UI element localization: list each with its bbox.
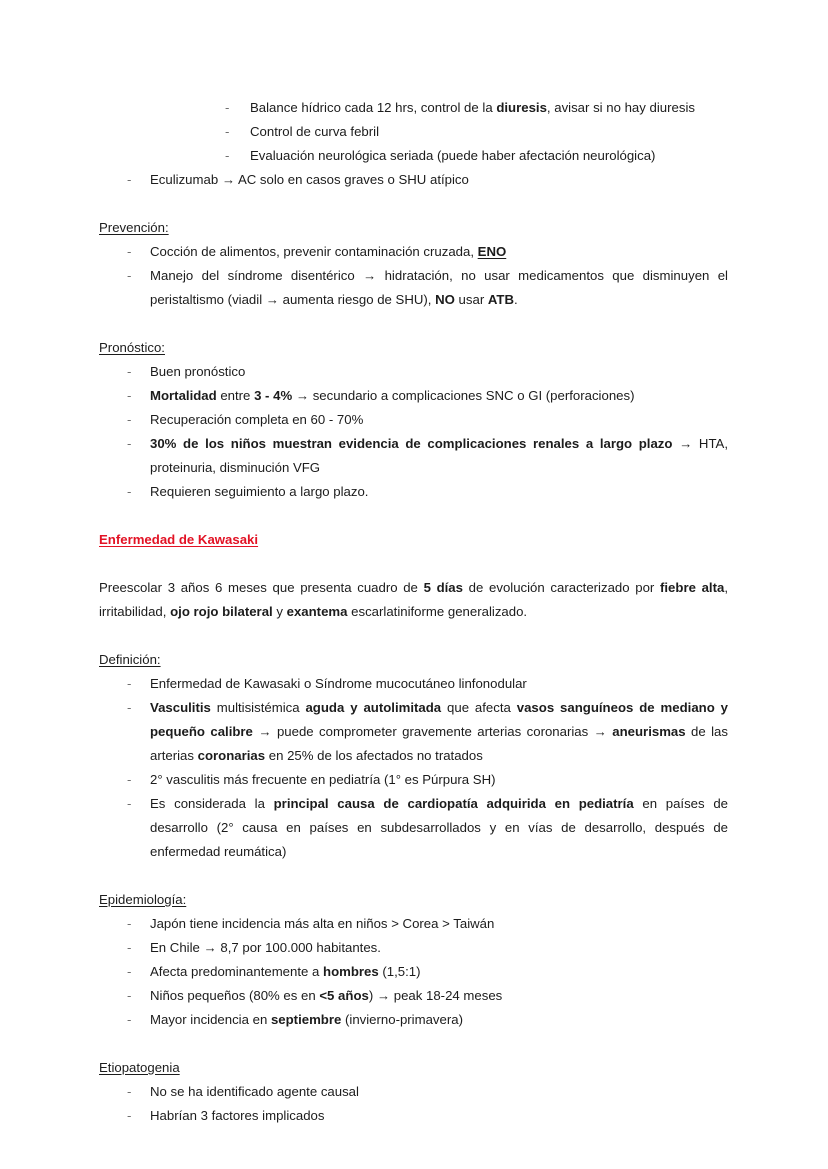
section-heading-prevencion: Prevención: [99, 220, 169, 235]
spacer [99, 1032, 728, 1056]
spacer [99, 624, 728, 648]
document-content [99, 96, 728, 1128]
list-item: - 2° vasculitis más frecuente en pediatría (1° es Púrpura SH) [99, 768, 728, 792]
list-item: - Mortalidad entre 3 - 4% → secundario a complicaciones SNC o GI (perforaciones) [99, 384, 728, 408]
spacer [99, 504, 728, 528]
list-item: - Recuperación completa en 60 - 70% [99, 408, 728, 432]
list-item: - Vasculitis multisistémica aguda y autolimitada que afecta vasos sanguíneos de mediano y pequeño calibre → puede comprometer gravemente arterias coronarias → aneurismas de las arterias coronarias en 25% de los afectados no tratados [99, 696, 728, 768]
list-item: - Eculizumab → AC solo en casos graves o SHU atípico [99, 168, 728, 192]
etiopatogenia-list [99, 1080, 728, 1128]
prevencion-list [99, 240, 728, 312]
spacer [99, 192, 728, 216]
epidemiologia-list [99, 912, 728, 1032]
section-heading-definicion: Definición: [99, 652, 161, 667]
list-item: - Balance hídrico cada 12 hrs, control de la diuresis, avisar si no hay diuresis [99, 96, 728, 120]
list-item: - Evaluación neurológica seriada (puede haber afectación neurológica) [99, 144, 728, 168]
list-item: - 30% de los niños muestran evidencia de complicaciones renales a largo plazo → HTA, proteinuria, disminución VFG [99, 432, 728, 480]
list-item: - Manejo del síndrome disentérico → hidratación, no usar medicamentos que disminuyen el peristaltismo (viadil → aumenta riesgo de SHU), NO usar ATB. [99, 264, 728, 312]
list-item: - Habrían 3 factores implicados [99, 1104, 728, 1128]
kawasaki-case-intro: Preescolar 3 años 6 meses que presenta cuadro de 5 días de evolución caracterizado por fiebre alta, irritabilidad, ojo rojo bilateral y exantema escarlatiniforme generalizado. [99, 580, 728, 619]
list-item: - Afecta predominantemente a hombres (1,5:1) [99, 960, 728, 984]
list-item: - Niños pequeños (80% es en <5 años) → peak 18-24 meses [99, 984, 728, 1008]
list-item: - Japón tiene incidencia más alta en niños > Corea > Taiwán [99, 912, 728, 936]
list-item: - En Chile → 8,7 por 100.000 habitantes. [99, 936, 728, 960]
list-item: - Buen pronóstico [99, 360, 728, 384]
shu-management-list [99, 168, 728, 192]
list-item: - No se ha identificado agente causal [99, 1080, 728, 1104]
definicion-list [99, 672, 728, 864]
shu-management-sublist [99, 96, 728, 168]
list-item: - Mayor incidencia en septiembre (invierno-primavera) [99, 1008, 728, 1032]
list-item: - Enfermedad de Kawasaki o Síndrome mucocutáneo linfonodular [99, 672, 728, 696]
list-item: - Control de curva febril [99, 120, 728, 144]
spacer [99, 864, 728, 888]
section-heading-epidemiologia: Epidemiología: [99, 892, 187, 907]
section-heading-pronostico: Pronóstico: [99, 340, 165, 355]
list-item: - Requieren seguimiento a largo plazo. [99, 480, 728, 504]
spacer [99, 312, 728, 336]
pronostico-list [99, 360, 728, 504]
section-heading-etiopatogenia: Etiopatogenia [99, 1060, 180, 1075]
page-title-kawasaki: Enfermedad de Kawasaki [99, 532, 259, 547]
list-item: - Cocción de alimentos, prevenir contaminación cruzada, ENO [99, 240, 728, 264]
list-item: - Es considerada la principal causa de cardiopatía adquirida en pediatría en países de desarrollo (2° causa en países en subdesarrollados y en vías de desarrollo, después de enfermedad reumática) [99, 792, 728, 864]
spacer [99, 552, 728, 576]
